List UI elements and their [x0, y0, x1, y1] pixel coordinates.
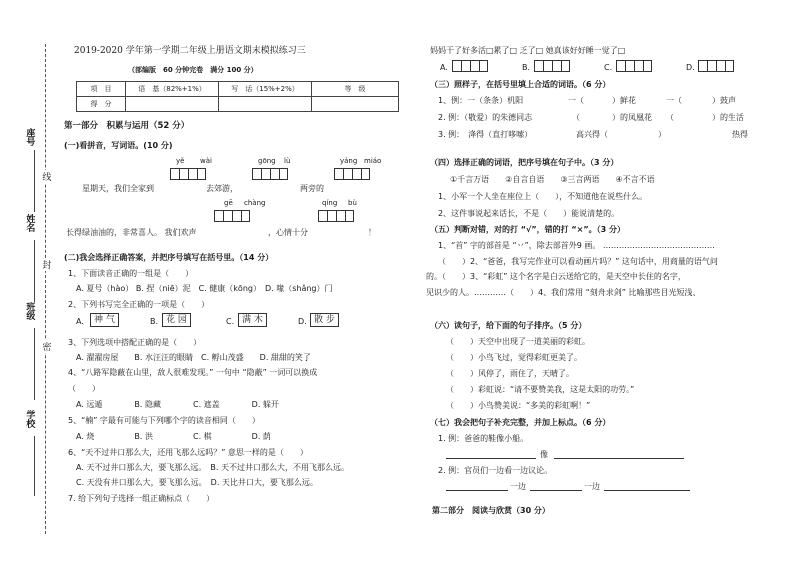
- option-label: D.: [298, 317, 307, 326]
- option-word-box: 花 园: [162, 313, 191, 327]
- question-7: 7. 给下列句子选择一组正确标点（ ）: [68, 494, 215, 503]
- writing-grid[interactable]: [170, 168, 206, 180]
- page-title: 2019-2020 学年第一学期二年级上册语文期末模拟练习三: [74, 46, 306, 56]
- answer-line[interactable]: [554, 450, 684, 459]
- section-2-title: (二)我会选择正确答案，并把序号填写在括号里。（14 分）: [64, 253, 274, 262]
- sentence-text: 两旁的: [300, 184, 324, 193]
- s5-line: （ ）2、“爸爸，我写完作业可以看动画片吗？” 这句话中，用商量的语气问: [438, 257, 718, 266]
- table-cell[interactable]: [312, 97, 399, 112]
- question-4: 4、“八路军隐蔽在山里，敌人很难发现。” 一句中 “隐蔽” 一词可以换成: [68, 368, 318, 377]
- option-label: A.: [76, 317, 84, 326]
- question-1: 1、下面读音正确的一组是（ ）: [68, 269, 194, 278]
- table-cell[interactable]: [126, 97, 219, 112]
- writing-grid[interactable]: [252, 168, 288, 180]
- pinyin: wài: [200, 157, 212, 165]
- table-row: [77, 97, 399, 112]
- section-4-title: （四）选择正确的词语，把序号填在句子中。（3 分）: [430, 158, 619, 167]
- s5-line: 1、“首” 字的部首是 “丷”，除去部首外9 画。 ……………………………………: [438, 241, 715, 250]
- table-cell: 写 话（15%+2%）: [219, 82, 312, 97]
- section-1-title: (一)看拼音，写词语。(10 分): [64, 141, 173, 150]
- word-choices: ①千言万语 ②自言自语 ③三言两语 ④不言不语: [450, 175, 655, 184]
- question-4-options: A. 远遁 B. 隐藏 C. 遮盖 D. 躲开: [76, 400, 279, 409]
- option-word-box: 神 气: [90, 313, 119, 327]
- s3-fill: ）鼓声: [712, 96, 736, 105]
- pinyin: qíng: [322, 199, 338, 207]
- name-label: 姓名: [24, 214, 35, 232]
- option-label: B.: [150, 317, 159, 326]
- answer-line[interactable]: [530, 482, 582, 491]
- s3-fill: （: [572, 113, 580, 122]
- answer-line[interactable]: [446, 482, 508, 491]
- s3-fill: 高兴得（: [576, 130, 608, 139]
- sentence-text: 长得绿油油的，非常喜人。 我们欢声: [66, 228, 197, 237]
- s5-line: 的。（ ）3、“彩虹” 这个名字是白云送给它的，是天空中长住的名字，: [426, 272, 686, 281]
- option-word-box: 散 步: [310, 313, 339, 327]
- option-label: A.: [440, 63, 448, 72]
- s4-line: 2、这件事说起来话长，不是（ ）能说清楚的。: [438, 209, 620, 218]
- score-table: [76, 81, 399, 112]
- pinyin: gōng: [258, 157, 276, 165]
- question-6: 6、“天不过井口那么大，还用飞那么远吗？” 意思一样的是（ ）: [68, 448, 308, 457]
- page-subtitle: （部编版 60 分钟完卷 满分 100 分）: [128, 66, 258, 74]
- question-4-bracket: （ ）: [68, 384, 100, 393]
- question-6-option-ab: A. 天不过井口那么大，要飞那么远。 B. 天不过井口那么大，不用飞那么远。: [76, 463, 349, 472]
- table-cell[interactable]: [219, 97, 312, 112]
- binding-dashed-line: [45, 44, 46, 534]
- list-item: （ ）小鸟赞美说：“多美的彩虹啊！”: [446, 401, 591, 410]
- punctuation-sentence: 妈妈干了好多活□累了□ 乏了□ 她真该好好睡一觉了□: [430, 46, 626, 55]
- margin-mark-seal: 封: [40, 260, 51, 269]
- list-item: （ ）小鸟飞过，觉得彩虹更美了。: [446, 353, 582, 362]
- s3-fill: 一（: [666, 96, 682, 105]
- s7-example: 1. 例：爸爸的鞋像小船。: [438, 434, 529, 443]
- s7-word: 一边: [584, 482, 600, 491]
- question-5-options: A. 烧 B. 洪 C. 棋 D. 荫: [76, 432, 271, 441]
- list-item: （ ）天空中出现了一道美丽的彩虹。: [446, 337, 590, 346]
- pinyin: lù: [284, 157, 291, 165]
- question-2: 2、下列书写完全正确的一项是（ ）: [68, 300, 210, 309]
- sentence-text: 去郊游，: [206, 184, 238, 193]
- s7-word: 像: [540, 450, 548, 459]
- option-label: C.: [226, 317, 235, 326]
- question-6-option-cd: C. 天没有井口那么大，要飞那么远。 D. 天比井口大，要飞那么远。: [76, 478, 318, 487]
- s4-line: 1、小军一个人坐在座位上（ ），不知道他在说些什么。: [438, 192, 648, 201]
- pinyin: miáo: [364, 157, 382, 165]
- s3-example: 2. 例：（敬爱）的朱德同志: [438, 113, 533, 122]
- section-7-title: （七）我会把句子补充完整，并加上标点。（6 分）: [430, 418, 611, 427]
- writing-grid[interactable]: [334, 168, 370, 180]
- list-item: （ ）风停了，雨住了，天晴了。: [446, 369, 574, 378]
- pinyin: yáng: [340, 157, 358, 165]
- class-label: 班级: [24, 302, 35, 320]
- class-line: [34, 328, 35, 400]
- section-6-title: （六）读句子，给下面的句子排序。（5 分）: [430, 321, 587, 330]
- pinyin: yě: [176, 157, 185, 165]
- s3-fill: ）鲜花: [612, 96, 636, 105]
- school-label: 学校: [24, 410, 35, 428]
- answer-line[interactable]: [604, 482, 690, 491]
- option-label: B.: [522, 63, 531, 72]
- sentence-text: ！: [368, 228, 376, 237]
- s3-fill: ）: [658, 130, 666, 139]
- school-line: [34, 436, 35, 496]
- writing-grid[interactable]: [318, 210, 354, 222]
- seat-number-line: [34, 150, 35, 212]
- s5-line: 见识少的人。…………（ ）4、我们常用 “刻舟求剑” 比喻那些目光短浅、: [426, 288, 701, 297]
- list-item: （ ）彩虹说：“请不要赞美我，这是太阳的功劳。”: [446, 385, 635, 394]
- option-label: D.: [686, 63, 695, 72]
- part1-title: 第一部分 积累与运用（52 分）: [64, 121, 190, 131]
- writing-grid[interactable]: [214, 210, 250, 222]
- pinyin: gē: [224, 199, 233, 207]
- table-row: [77, 82, 399, 97]
- margin-mark-line: 线: [40, 172, 51, 181]
- answer-line[interactable]: [446, 450, 536, 459]
- s3-example: 1、例：一（条条）机阳: [438, 96, 524, 105]
- margin-mark-secret: 密: [40, 342, 51, 351]
- option-label: C.: [604, 63, 613, 72]
- table-cell: 项 目: [77, 82, 126, 97]
- s7-example: 2. 例：官员们一边看一边议论。: [438, 466, 553, 475]
- pinyin: chàng: [244, 199, 266, 207]
- s3-fill: ）的凤凰花: [612, 113, 652, 122]
- punctuation-option-grid: [534, 60, 570, 72]
- seat-number-label: 座号: [24, 128, 35, 146]
- section-5-title: （五）判断对错，对的打 “√”，错的打 “×”。（3 分）: [430, 225, 625, 234]
- s3-fill: 一（: [568, 96, 584, 105]
- table-cell: 得 分: [77, 97, 126, 112]
- section-3-title: （三）照样子，在括号里填上合适的词语。（6 分）: [430, 80, 611, 89]
- part2-title: 第二部分 阅读与欣赏（30 分）: [432, 506, 550, 515]
- sentence-text: ，心情十分: [268, 228, 308, 237]
- pinyin: bù: [348, 199, 357, 207]
- punctuation-option-grid: [698, 60, 734, 72]
- punctuation-option-grid: [452, 60, 488, 72]
- table-cell: 等 级: [312, 82, 399, 97]
- question-3: 3、下列选项中搭配正确的是（ ）: [68, 338, 202, 347]
- question-3-options: A. 濯濯房屋 B. 水汪汪的眼睛 C. 孵山茂盛 D. 甜甜的笑了: [76, 353, 311, 362]
- s3-fill: 热得: [732, 130, 748, 139]
- s7-word: 一边: [510, 482, 526, 491]
- table-cell: 语 基（82%+1%）: [126, 82, 219, 97]
- question-5: 5、“楠” 字最有可能与下列哪个字的读音相同（ ）: [68, 416, 260, 425]
- sentence-text: 星期天，我们全家到: [82, 184, 154, 193]
- s3-fill: （: [666, 113, 674, 122]
- option-word-box: 满 木: [238, 313, 267, 327]
- name-line: [34, 240, 35, 302]
- question-1-options: A. 夏号（hào） B. 捏（niē）泥 C. 健康（kōng） D. 喙（shǎng）门: [76, 284, 333, 293]
- punctuation-option-grid: [616, 60, 652, 72]
- s3-fill: ）的生活: [712, 113, 744, 122]
- s3-example: 3. 例： 洚得（直打哆嗦）: [438, 130, 533, 139]
